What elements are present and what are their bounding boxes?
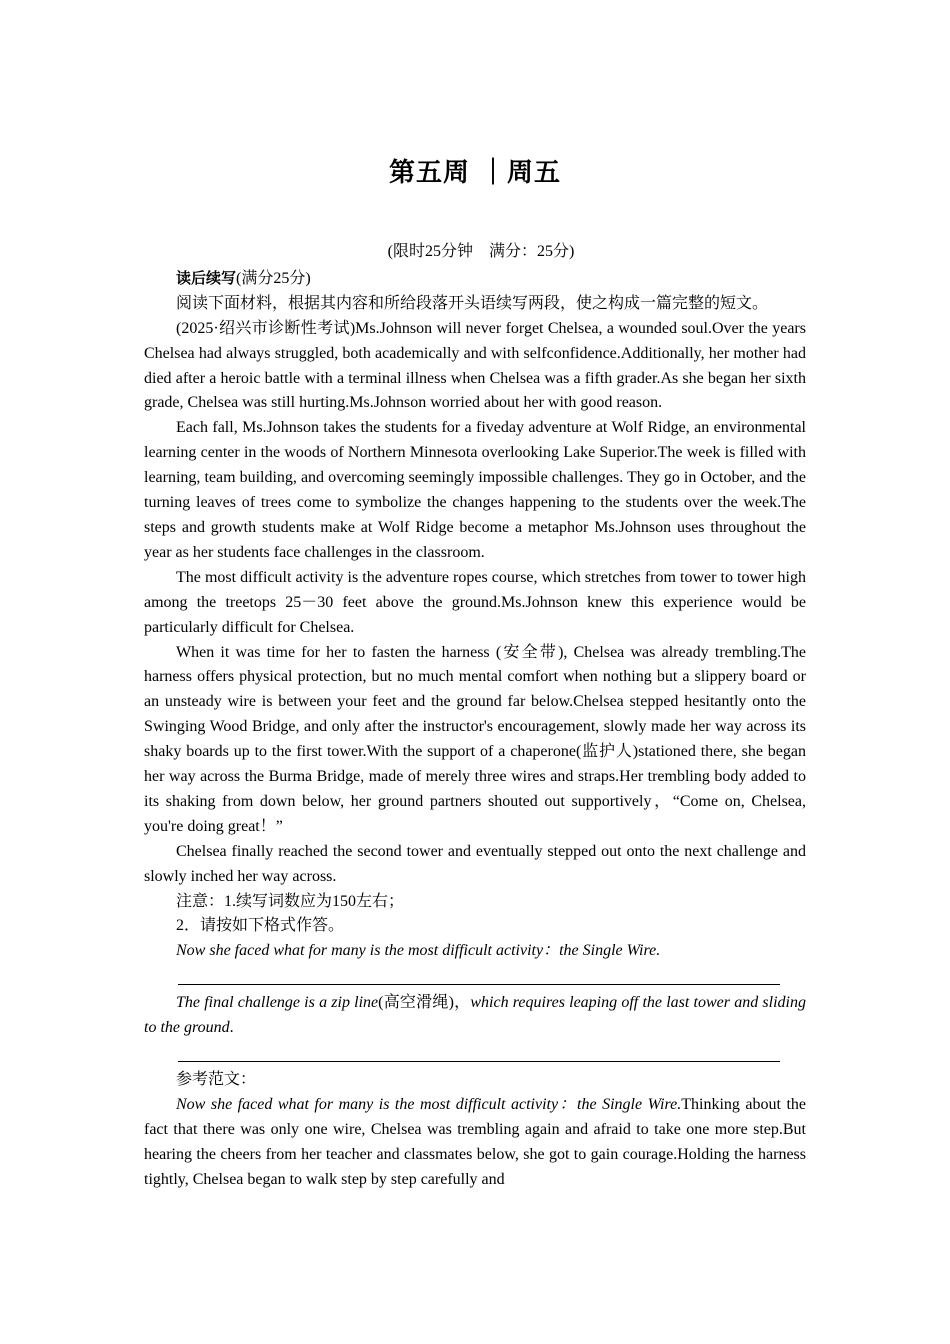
passage-paragraph: Chelsea finally reached the second tower and eventually stepped out onto the next challenge and slowly inched her way across. <box>144 842 806 885</box>
instruction: 阅读下面材料，根据其内容和所给段落开头语续写两段，使之构成一篇完整的短文。 <box>176 294 769 312</box>
passage-paragraph: Each fall, Ms.Johnson takes the students for a fiveday adventure at Wolf Ridge, an environmental learning center in the woods of Northern Minnesota overlooking Lake Superior.The week is filled with learning, team building, and overcoming seemingly impossible challenges. They go in October, and the turning leaves of trees come to symbolize the changes happening to the students over the week.The steps and growth students make at Wolf Ridge become a metaphor Ms.Johnson uses throughout the year as her students face challenges in the classroom. <box>144 419 806 561</box>
section-score: (满分25分) <box>236 269 311 287</box>
paragraph-1-opening <box>144 939 806 964</box>
answer-line-2[interactable] <box>178 1041 780 1062</box>
document-body <box>144 240 806 1193</box>
section-heading-line <box>144 266 806 292</box>
time-limit-info: (限时25分钟 满分：25分) <box>387 243 575 260</box>
paragraph-2-opening: The final challenge is a zip line(高空滑绳)，which requires leaping off the last tower and sliding to the ground. <box>144 994 806 1037</box>
section-heading: 读后续写 <box>176 268 237 287</box>
reference-text: Now she faced what for many is the most difficult activity：the Single Wire.Thinking about the fact that there was only one wire, Chelsea was trembling again and afraid to take one more step.But hearing the cheers from her teacher and classmates below, she got to gain courage.Holding the harness tightly, Chelsea began to walk step by step carefully and <box>144 1096 806 1188</box>
passage-paragraph: When it was time for her to fasten the harness (安全带), Chelsea was already trembling.The harness offers physical protection, but no much mental comfort when nothing but a slippery board or an unsteady wire is between your feet and the ground far below.Chelsea stepped hesitantly onto the Swinging Wood Bridge, and only after the instructor's encouragement, slowly made her way across its shaky boards up to the first tower.With the support of a chaperone(监护人)stationed there, she began her way across the Burma Bridge, made of merely three wires and straps.Her trembling body added to its shaking from down below, her ground partners shouted out supportively，“Come on, Chelsea, you're doing great！” <box>144 643 806 835</box>
answer-line-1[interactable] <box>178 964 780 985</box>
note-line: 2．请按如下格式作答。 <box>176 917 345 935</box>
passage-paragraph: (2025·绍兴市诊断性考试)Ms.Johnson will never forget Chelsea, a wounded soul.Over the years Chelsea had always struggled, both academically and with selfconfidence.Additionally, her mother had died after a heroic battle with a terminal illness when Chelsea was a fifth grader.As she began her sixth grade, Chelsea was still hurting.Ms.Johnson worried about her with good reason. <box>144 319 806 412</box>
note-line: 注意：1.续写词数应为150左右； <box>176 892 405 910</box>
page-title: 第五周 ｜周五 <box>388 158 562 188</box>
reference-label: 参考范文： <box>176 1071 257 1089</box>
passage-paragraph: The most difficult activity is the adventure ropes course, which stretches from tower to tower high among the treetops 25－30 feet above the ground.Ms.Johnson knew this experience would be particularly difficult for Chelsea. <box>144 568 806 636</box>
paragraph-1-opening-text: Now she faced what for many is the most difficult activity：the Single Wire. <box>176 942 661 960</box>
